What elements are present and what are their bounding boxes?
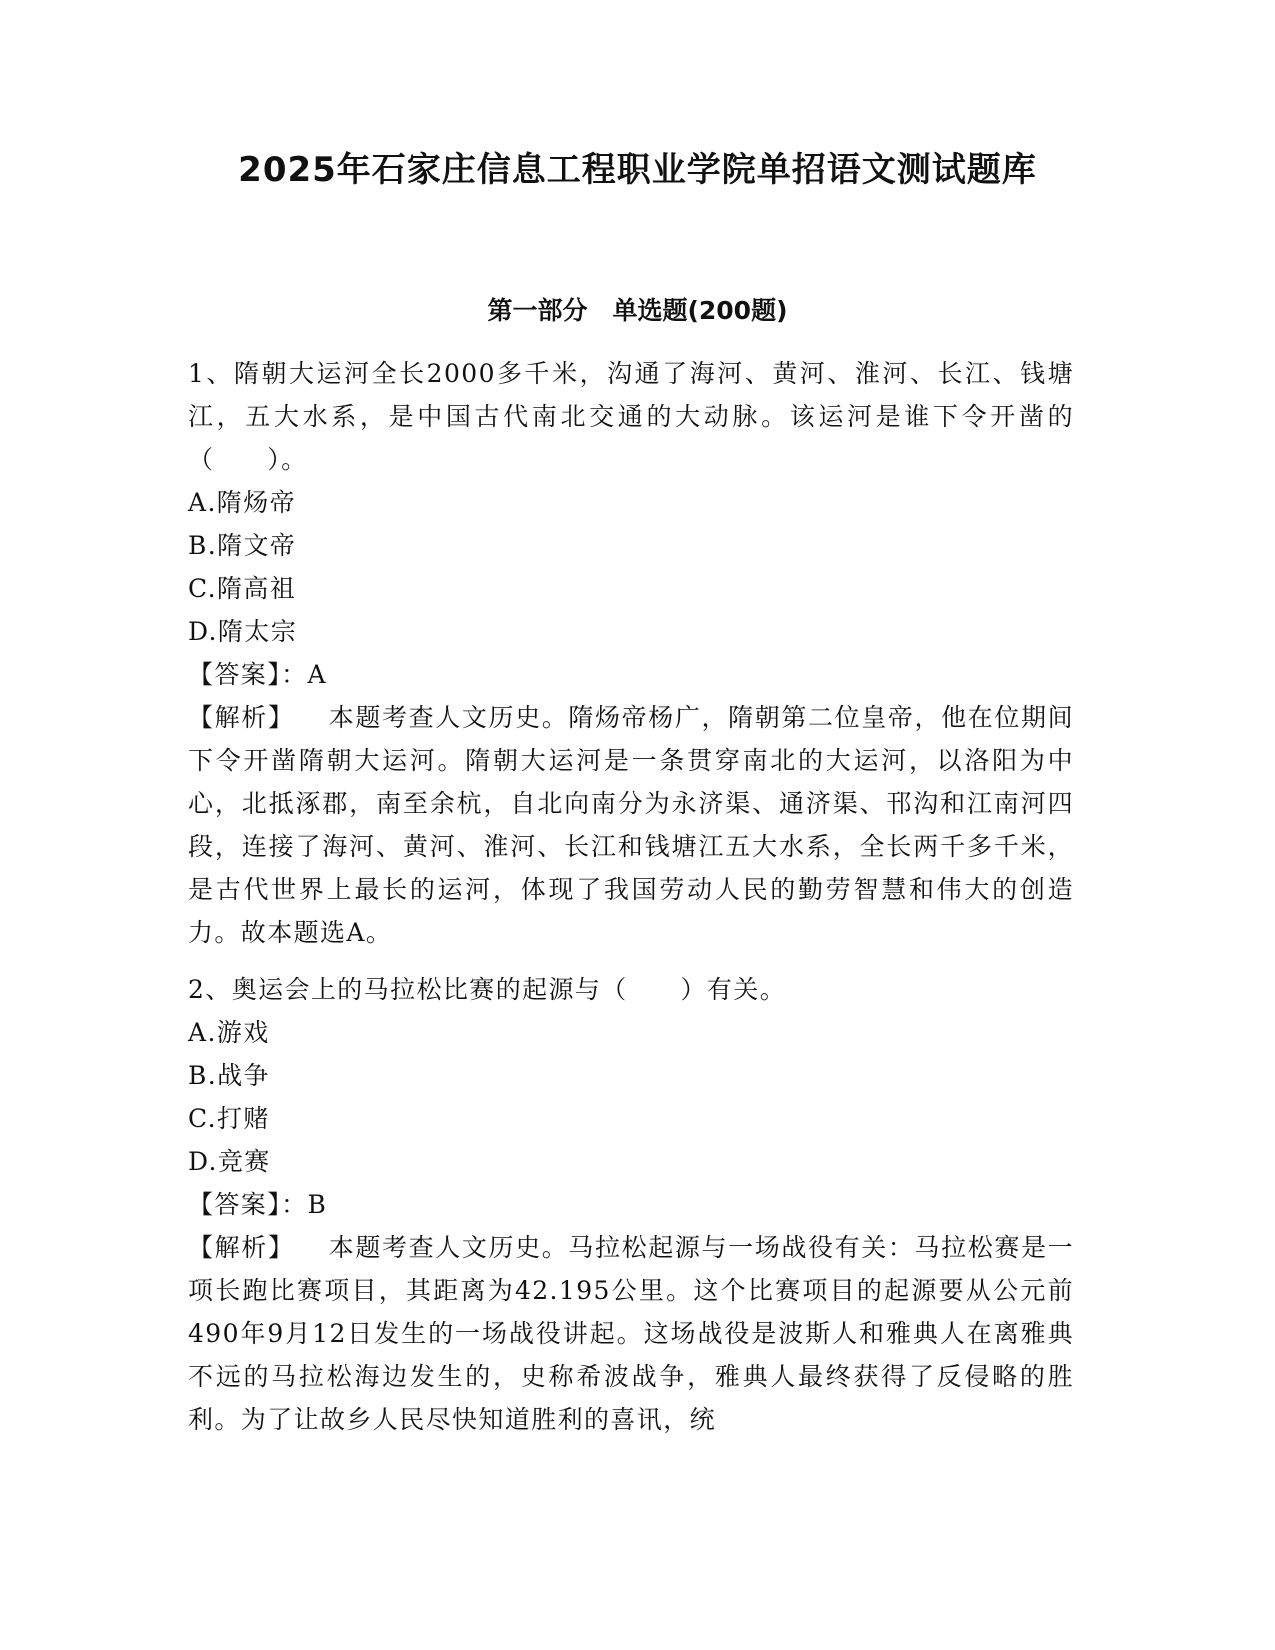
question-stem: 1、隋朝大运河全长2000多千米，沟通了海河、黄河、淮河、长江、钱塘江，五大水系，是中国古代南北交通的大动脉。该运河是谁下令开凿的（ ）。 [188, 359, 1074, 474]
option-a: A.隋炀帝 [188, 488, 297, 517]
analysis-label: 【解析】 [188, 1233, 295, 1262]
analysis-text: 本题考查人文历史。马拉松起源与一场战役有关：马拉松赛是一项长跑比赛项目，其距离为42.195公里。这个比赛项目的起源要从公元前490年9月12日发生的一场战役讲起。这场战役是波斯人和雅典人在离雅典不远的马拉松海边发生的，史称希波战争，雅典人最终获得了反侵略的胜利。为了让故乡人民尽快知道胜利的喜讯，统 [188, 1233, 1074, 1434]
analysis-label: 【解析】 [188, 703, 295, 732]
analysis-paragraph [188, 1226, 1074, 1441]
option-c: C.打赌 [188, 1104, 270, 1133]
section-heading: 第一部分 单选题(200题) [487, 296, 788, 325]
answer-value: A [307, 660, 327, 689]
answer-label: 【答案】： [188, 1190, 308, 1219]
answer-value: B [307, 1190, 328, 1219]
analysis-text: 本题考查人文历史。隋炀帝杨广，隋朝第二位皇帝，他在位期间下令开凿隋朝大运河。隋朝大运河是一条贯穿南北的大运河，以洛阳为中心，北抵涿郡，南至余杭，自北向南分为永济渠、通济渠、邗沟和江南河四段，连接了海河、黄河、淮河、长江和钱塘江五大水系，全长两千多千米，是古代世界上最长的运河，体现了我国劳动人民的勤劳智慧和伟大的创造力。故本题选A。 [188, 703, 1074, 947]
question-list [188, 352, 1074, 1441]
option-c: C.隋高祖 [188, 574, 297, 603]
question-1 [188, 352, 1074, 954]
option-a: A.游戏 [188, 1018, 270, 1047]
option-b: B.隋文帝 [188, 531, 297, 560]
answer-label: 【答案】： [188, 660, 308, 689]
option-d: D.竞赛 [188, 1147, 271, 1176]
analysis-paragraph [188, 696, 1074, 954]
answer-line [188, 1183, 1074, 1226]
option-d: D.隋太宗 [188, 617, 298, 646]
question-stem: 2、奥运会上的马拉松比赛的起源与（ ）有关。 [188, 975, 787, 1004]
answer-line [188, 653, 1074, 696]
question-2 [188, 968, 1074, 1441]
document-title: 2025年石家庄信息工程职业学院单招语文测试题库 [238, 150, 1037, 190]
option-b: B.战争 [188, 1061, 270, 1090]
